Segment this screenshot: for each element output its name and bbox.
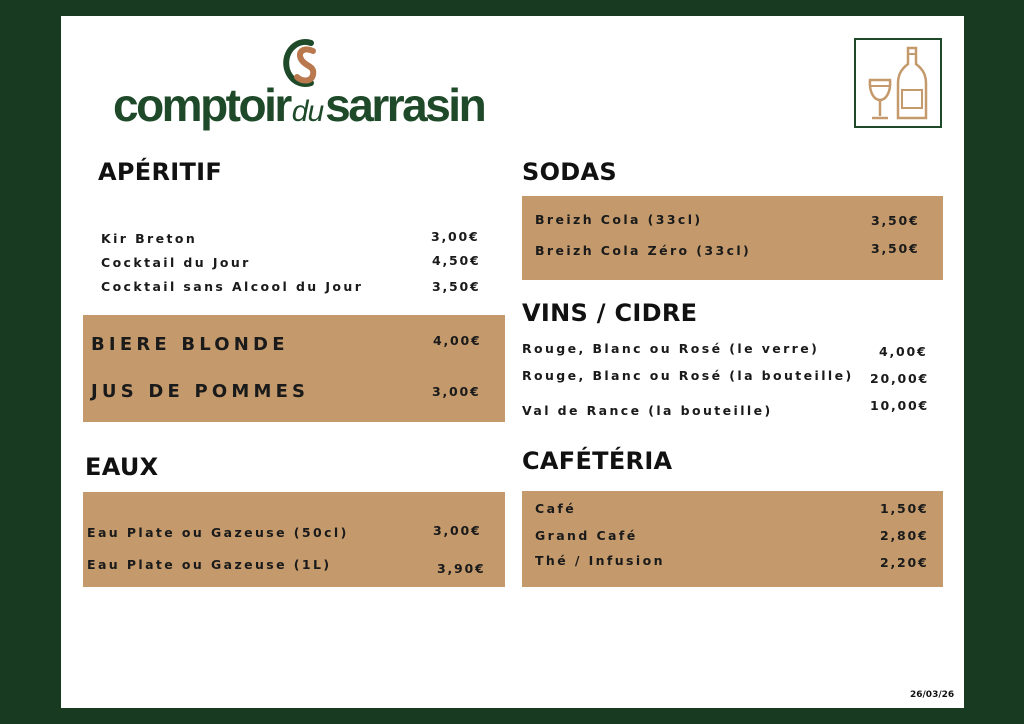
menu-item: Cocktail du Jour bbox=[101, 255, 251, 270]
menu-item-price: 3,50€ bbox=[432, 279, 481, 294]
menu-item: Rouge, Blanc ou Rosé (le verre) bbox=[522, 341, 820, 356]
aperitif-heading: APÉRITIF bbox=[98, 158, 223, 186]
menu-item: Val de Rance (la bouteille) bbox=[522, 403, 773, 418]
sodas-panel bbox=[522, 196, 943, 280]
menu-item-price: 2,80€ bbox=[880, 528, 929, 543]
menu-item-price: 10,00€ bbox=[870, 398, 930, 413]
menu-item: Grand Café bbox=[535, 528, 638, 543]
menu-item-price: 3,50€ bbox=[871, 213, 920, 228]
menu-item-price: 4,50€ bbox=[432, 253, 481, 268]
menu-item: Cocktail sans Alcool du Jour bbox=[101, 279, 364, 294]
menu-item-price: 3,50€ bbox=[871, 241, 920, 256]
menu-item: Thé / Infusion bbox=[535, 553, 665, 568]
menu-item-price: 3,00€ bbox=[431, 229, 480, 244]
menu-item-price: 2,20€ bbox=[880, 555, 929, 570]
menu-item-price: 4,00€ bbox=[433, 333, 482, 348]
highlight-panel bbox=[83, 315, 505, 422]
menu-sheet bbox=[61, 16, 964, 708]
menu-item-highlight: BIERE BLONDE bbox=[91, 334, 289, 355]
menu-item: Eau Plate ou Gazeuse (1L) bbox=[87, 557, 332, 572]
menu-item: Breizh Cola Zéro (33cl) bbox=[535, 243, 752, 258]
menu-item: Rouge, Blanc ou Rosé (la bouteille) bbox=[522, 368, 854, 383]
menu-item-price: 20,00€ bbox=[870, 371, 930, 386]
menu-item-price: 1,50€ bbox=[880, 501, 929, 516]
menu-item: Eau Plate ou Gazeuse (50cl) bbox=[87, 525, 349, 540]
menu-item-highlight: JUS DE POMMES bbox=[91, 381, 310, 402]
cafeteria-heading: CAFÉTÉRIA bbox=[522, 447, 673, 475]
menu-item-price: 3,00€ bbox=[433, 523, 482, 538]
menu-item: Breizh Cola (33cl) bbox=[535, 212, 703, 227]
menu-date: 26/03/26 bbox=[910, 690, 955, 700]
vins-heading: VINS / CIDRE bbox=[522, 299, 698, 327]
menu-item-price: 3,00€ bbox=[432, 384, 481, 399]
menu-item: Kir Breton bbox=[101, 231, 198, 246]
menu-item-price: 4,00€ bbox=[879, 344, 928, 359]
eaux-heading: EAUX bbox=[85, 453, 159, 481]
sodas-heading: SODAS bbox=[522, 158, 617, 186]
brand-name: comptoirdusarrasin bbox=[113, 79, 485, 131]
menu-item: Café bbox=[535, 501, 577, 516]
menu-item-price: 3,90€ bbox=[437, 561, 486, 576]
wine-glass-bottle-icon bbox=[854, 38, 942, 128]
